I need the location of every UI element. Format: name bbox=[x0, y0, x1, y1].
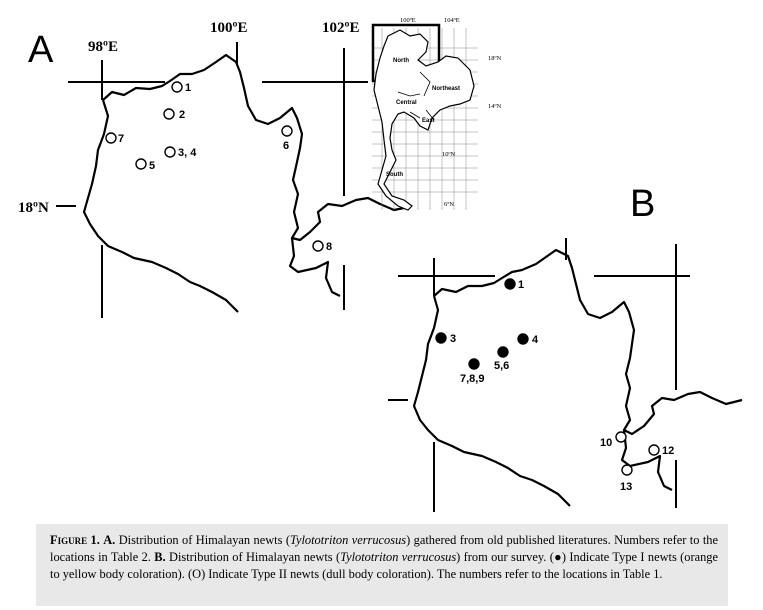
lon-label-98e: 98ºE bbox=[88, 39, 118, 55]
panel-b-location-label-6: 10 bbox=[600, 437, 613, 449]
inset-region-north: North bbox=[393, 58, 409, 64]
panel-a-letter: A bbox=[28, 29, 54, 71]
caption-figure-label: Figure 1. bbox=[50, 533, 100, 547]
panel-a-location-label-7: 8 bbox=[326, 241, 333, 253]
panel-a-location-label-3: 3, 4 bbox=[178, 147, 197, 159]
lon-label-102e: 102ºE bbox=[322, 20, 360, 36]
caption-type1-text: ) Indicate Type I newts (orange to yellow body coloration). ( bbox=[50, 550, 718, 581]
inset-lat-10n: 10ºN bbox=[442, 151, 456, 158]
panel-b-location-label-2: 3 bbox=[450, 333, 457, 345]
panel-a-location-marker-7 bbox=[313, 241, 323, 251]
panel-b-gridlines bbox=[388, 238, 690, 512]
panel-b-location-label-8: 13 bbox=[620, 481, 633, 493]
caption-a-label: A. bbox=[103, 533, 116, 547]
caption-a-text2: ) gathered from old published literatures. Numbers refer to the locations in Table 2. bbox=[50, 533, 718, 564]
caption-b-text2: ) from our survey. ( bbox=[456, 550, 554, 564]
inset-region-east: East bbox=[422, 118, 435, 124]
panel-b-location-marker-7 bbox=[649, 445, 659, 455]
inset-lon-100e: 100ºE bbox=[400, 17, 416, 24]
panel-b-location-label-1: 1 bbox=[518, 279, 525, 291]
panel-b-location-marker-8 bbox=[622, 465, 632, 475]
panel-b-location-marker-6 bbox=[616, 432, 626, 442]
caption-type2-text: ) Indicate Type II newts (dull body coloration). The numbers refer to the locations in Table 1. bbox=[201, 567, 663, 581]
panel-a-location-label-1: 1 bbox=[185, 82, 192, 94]
caption-b-label: B. bbox=[154, 550, 166, 564]
panel-b-location-marker-3 bbox=[518, 334, 528, 344]
inset-lat-14n: 14ºN bbox=[488, 103, 502, 110]
panel-b-letter: B bbox=[630, 183, 656, 225]
panel-a-location-label-4: 5 bbox=[149, 160, 156, 172]
figure-caption bbox=[50, 532, 718, 583]
open-circle-icon: O bbox=[192, 567, 202, 581]
panel-b-location-label-4: 5,6 bbox=[494, 360, 510, 372]
caption-a-text: Distribution of Himalayan newts ( bbox=[115, 533, 290, 547]
panel-b-location-label-5: 7,8,9 bbox=[460, 373, 485, 385]
inset-region-northeast: Northeast bbox=[432, 86, 461, 92]
caption-b-text: Distribution of Himalayan newts ( bbox=[165, 550, 341, 564]
panel-b-location-label-3: 4 bbox=[532, 334, 539, 346]
panel-b-location-marker-5 bbox=[469, 359, 479, 369]
panel-a-location-marker-4 bbox=[136, 159, 146, 169]
caption-species-a: Tylototriton verrucosus bbox=[290, 533, 407, 547]
panel-b-location-label-7: 12 bbox=[662, 445, 675, 457]
panel-a-location-label-6: 7 bbox=[118, 133, 125, 145]
panel-a-location-label-2: 2 bbox=[179, 109, 186, 121]
caption-species-b: Tylototriton verrucosus bbox=[340, 550, 457, 564]
inset-region-south: South bbox=[386, 172, 403, 178]
panel-a-location-label-5: 6 bbox=[283, 140, 290, 152]
panel-b-markers bbox=[436, 279, 674, 493]
inset-map bbox=[372, 17, 502, 210]
panel-a-location-marker-1 bbox=[172, 82, 182, 92]
lon-label-100e: 100ºE bbox=[210, 20, 248, 36]
caption-box bbox=[36, 524, 728, 606]
panel-a-province-outline bbox=[84, 55, 404, 312]
panel-a-location-marker-2 bbox=[164, 109, 174, 119]
panel-a-location-marker-6 bbox=[106, 133, 116, 143]
inset-lat-18n: 18ºN bbox=[488, 55, 502, 62]
inset-lat-6n: 6ºN bbox=[444, 201, 454, 208]
panel-a-location-marker-3 bbox=[165, 147, 175, 157]
panel-b-location-marker-1 bbox=[505, 279, 515, 289]
lat-label-18n: 18ºN bbox=[18, 200, 49, 216]
panel-b-location-marker-2 bbox=[436, 333, 446, 343]
inset-lon-104e: 104ºE bbox=[444, 17, 460, 24]
panel-a-location-marker-5 bbox=[282, 126, 292, 136]
panel-a-gridlines bbox=[56, 42, 368, 318]
filled-circle-icon: ● bbox=[553, 550, 562, 564]
inset-region-central: Central bbox=[396, 100, 417, 106]
panel-b-location-marker-4 bbox=[498, 347, 508, 357]
